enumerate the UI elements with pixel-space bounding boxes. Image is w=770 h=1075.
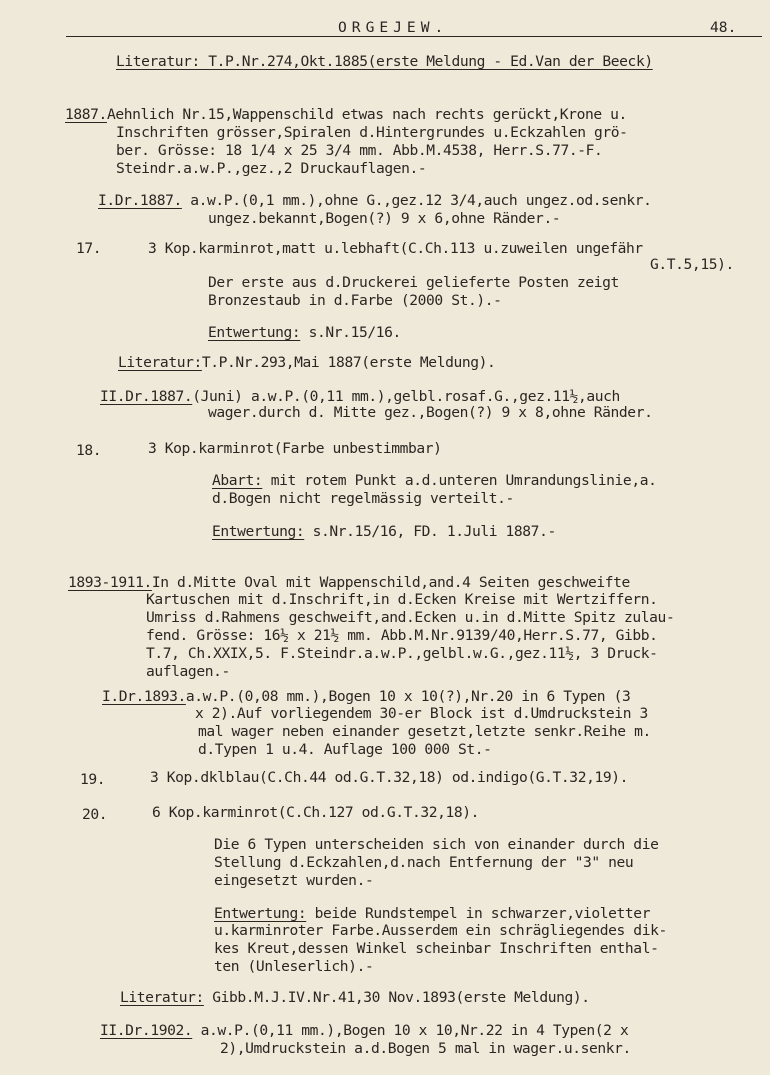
text-line: G.T.5,15).	[650, 256, 734, 273]
text-line: Entwertung: s.Nr.15/16.	[208, 324, 401, 341]
text-line: Die 6 Typen unterscheiden sich von einander durch die	[214, 836, 659, 853]
text-line: 3 Kop.karminrot,matt u.lebhaft(C.Ch.113 u.zuweilen ungefähr	[148, 240, 643, 257]
text-line: d.Bogen nicht regelmässig verteilt.-	[212, 490, 514, 507]
underlined-label: II.Dr.1902.	[100, 1022, 193, 1039]
text-line: ber. Grösse: 18 1/4 x 25 3/4 mm. Abb.M.4538, Herr.S.77.-F.	[116, 142, 603, 159]
text-line: Bronzestaub in d.Farbe (2000 St.).-	[208, 292, 502, 309]
underlined-label: 1887.	[65, 106, 107, 123]
text-line: II.Dr.1887.(Juni) a.w.P.(0,11 mm.),gelbl.rosaf.G.,gez.11½,auch	[100, 388, 620, 405]
text-line: Kartuschen mit d.Inschrift,in d.Ecken Kreise mit Wertziffern.	[146, 591, 658, 608]
text-line: Steindr.a.w.P.,gez.,2 Druckauflagen.-	[116, 160, 427, 177]
text-line: I.Dr.1893.a.w.P.(0,08 mm.),Bogen 10 x 10(?),Nr.20 in 6 Typen (3	[102, 688, 631, 705]
text-line: 1893-1911.In d.Mitte Oval mit Wappenschild,and.4 Seiten geschweifte	[68, 574, 630, 591]
underlined-label: Literatur:	[118, 354, 202, 371]
catalog-number: 20.	[82, 806, 108, 823]
text-line: fend. Grösse: 16½ x 21½ mm. Abb.M.Nr.9139/40,Herr.S.77, Gibb.	[146, 627, 658, 644]
underlined-label: I.Dr.1893.	[102, 688, 186, 705]
text-line: Inschriften grösser,Spiralen d.Hintergrundes u.Eckzahlen grö-	[116, 124, 628, 141]
text-line: eingesetzt wurden.-	[214, 872, 374, 889]
text-line: u.karminroter Farbe.Ausserdem ein schrägliegendes dik-	[214, 922, 667, 939]
literature-line: Literatur: Gibb.M.J.IV.Nr.41,30 Nov.1893(erste Meldung).	[120, 989, 590, 1006]
text-line: auflagen.-	[146, 663, 230, 680]
text-line: T.7, Ch.XXIX,5. F.Steindr.a.w.P.,gelbl.w.G.,gez.11½, 3 Druck-	[146, 645, 658, 662]
text-line: mal wager neben einander gesetzt,letzte senkr.Reihe m.	[198, 723, 651, 740]
underlined-label: Entwertung:	[208, 324, 301, 341]
text-line: 1887.Aehnlich Nr.15,Wappenschild etwas nach rechts gerückt,Krone u.	[65, 106, 627, 123]
text-line: 3 Kop.dklblau(C.Ch.44 od.G.T.32,18) od.indigo(G.T.32,19).	[150, 769, 629, 786]
text-line: Abart: mit rotem Punkt a.d.unteren Umrandungslinie,a.	[212, 472, 657, 489]
text-line: ungez.bekannt,Bogen(?) 9 x 6,ohne Ränder.-	[208, 210, 561, 227]
text-line: 6 Kop.karminrot(C.Ch.127 od.G.T.32,18).	[152, 804, 480, 821]
literature-line: Literatur:T.P.Nr.293,Mai 1887(erste Meldung).	[118, 354, 496, 371]
text-line: x 2).Auf vorliegendem 30-er Block ist d.Umdruckstein 3	[195, 705, 648, 722]
text-line: Stellung d.Eckzahlen,d.nach Entfernung der "3" neu	[214, 854, 634, 871]
text-line: Umriss d.Rahmens geschweift,and.Ecken u.in d.Mitte Spitz zulau-	[146, 609, 675, 626]
underlined-label: I.Dr.1887.	[98, 192, 182, 209]
text-line: wager.durch d. Mitte gez.,Bogen(?) 9 x 8,ohne Ränder.	[208, 404, 653, 421]
underlined-label: Abart:	[212, 472, 263, 489]
text-line: 2),Umdruckstein a.d.Bogen 5 mal in wager.u.senkr.	[220, 1040, 631, 1057]
underlined-label: II.Dr.1887.	[100, 388, 193, 405]
underlined-label: Entwertung:	[212, 523, 305, 540]
underlined-label: 1893-1911.	[68, 574, 152, 591]
text-line: 3 Kop.karminrot(Farbe unbestimmbar)	[148, 440, 442, 457]
text-line: I.Dr.1887. a.w.P.(0,1 mm.),ohne G.,gez.12 3/4,auch ungez.od.senkr.	[98, 192, 652, 209]
catalog-number: 18.	[76, 442, 102, 459]
underlined-label: Literatur:	[120, 989, 204, 1006]
literature-line: Literatur: T.P.Nr.274,Okt.1885(erste Meldung - Ed.Van der Beeck)	[116, 53, 653, 70]
text-line: Entwertung: s.Nr.15/16, FD. 1.Juli 1887.-	[212, 523, 556, 540]
catalog-number: 19.	[80, 771, 106, 788]
text-line: ten (Unleserlich).-	[214, 958, 374, 975]
page-header-title: ORGEJEW.	[338, 19, 449, 36]
text-line: Der erste aus d.Druckerei gelieferte Posten zeigt	[208, 274, 619, 291]
text-line: d.Typen 1 u.4. Auflage 100 000 St.-	[198, 741, 492, 758]
header-rule	[66, 36, 762, 37]
underlined-label: Entwertung:	[214, 905, 307, 922]
text-line: Entwertung: beide Rundstempel in schwarzer,violetter	[214, 905, 651, 922]
catalog-number: 17.	[76, 240, 102, 257]
text-line: kes Kreut,dessen Winkel scheinbar Inschriften enthal-	[214, 940, 659, 957]
page-number: 48.	[710, 19, 737, 36]
text-line: II.Dr.1902. a.w.P.(0,11 mm.),Bogen 10 x 10,Nr.22 in 4 Typen(2 x	[100, 1022, 629, 1039]
